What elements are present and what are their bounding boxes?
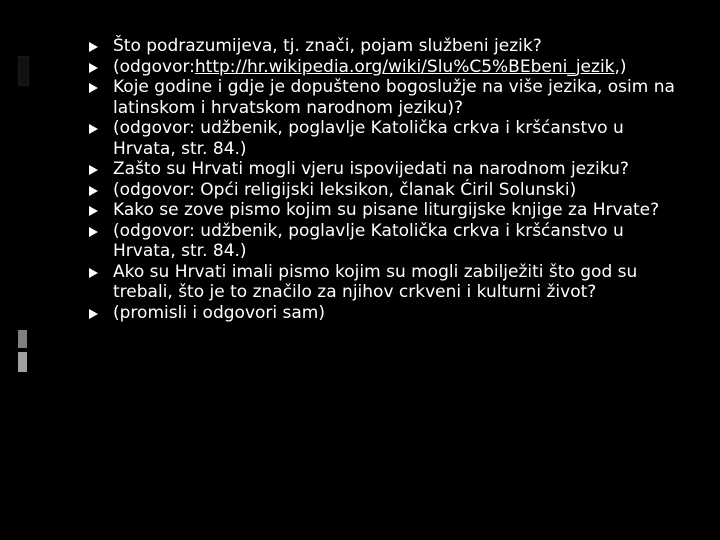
bullet-text: Što podrazumijeva, tj. znači, pojam službeni jezik?: [113, 36, 542, 56]
bullet-arrow-icon: [89, 186, 98, 196]
bullet-arrow-icon: [89, 268, 98, 278]
bullet-arrow-icon: [89, 309, 98, 319]
decorative-bar-bottom: [18, 330, 27, 348]
list-item: [89, 303, 689, 324]
list-item: [89, 159, 689, 180]
bullet-arrow-icon: [89, 42, 98, 52]
bullet-text: (odgovor: udžbenik, poglavlje Katolička crkva i kršćanstvo u Hrvata, str. 84.): [113, 118, 624, 159]
bullet-arrow-icon: [89, 165, 98, 175]
bullet-arrow-icon: [89, 63, 98, 73]
list-item: [89, 77, 689, 118]
decorative-bar-bottom-light: [18, 352, 27, 372]
bullet-arrow-icon: [89, 83, 98, 93]
bullet-arrow-icon: [89, 227, 98, 237]
bullet-list: [89, 36, 689, 323]
bullet-text: Kako se zove pismo kojim su pisane liturgijske knjige za Hrvate?: [113, 200, 660, 220]
bullet-text: Ako su Hrvati imali pismo kojim su mogli zabilježiti što god su trebali, što je to značilo za njihov crkveni i kulturni život?: [113, 261, 638, 302]
list-item: [89, 36, 689, 57]
bullet-text: (promisli i odgovori sam): [113, 302, 325, 323]
bullet-text: (odgovor:: [113, 56, 195, 77]
decorative-bar-top-black: [18, 40, 27, 52]
list-item: [89, 200, 689, 221]
list-item: [89, 118, 689, 159]
list-item: [89, 221, 689, 262]
bullet-text: Koje godine i gdje je dopušteno bogoslužje na više jezika, osim na latinskom i hrvatskom narodnom jeziku)?: [113, 77, 675, 118]
list-item: [89, 57, 689, 78]
list-item: [89, 262, 689, 303]
decorative-bar-top: [18, 56, 29, 86]
bullet-arrow-icon: [89, 206, 98, 216]
bullet-text: Zašto su Hrvati mogli vjeru ispovijedati na narodnom jeziku?: [113, 159, 629, 179]
list-item: [89, 180, 689, 201]
bullet-text: (odgovor: udžbenik, poglavlje Katolička crkva i kršćanstvo u Hrvata, str. 84.): [113, 220, 624, 261]
bullet-arrow-icon: [89, 124, 98, 134]
bullet-text: (odgovor: Opći religijski leksikon, članak Ćiril Solunski): [113, 179, 577, 200]
bullet-text-suffix: ,): [614, 56, 627, 77]
wikipedia-link[interactable]: http://hr.wikipedia.org/wiki/Slu%C5%BEbeni_jezik: [194, 56, 615, 77]
